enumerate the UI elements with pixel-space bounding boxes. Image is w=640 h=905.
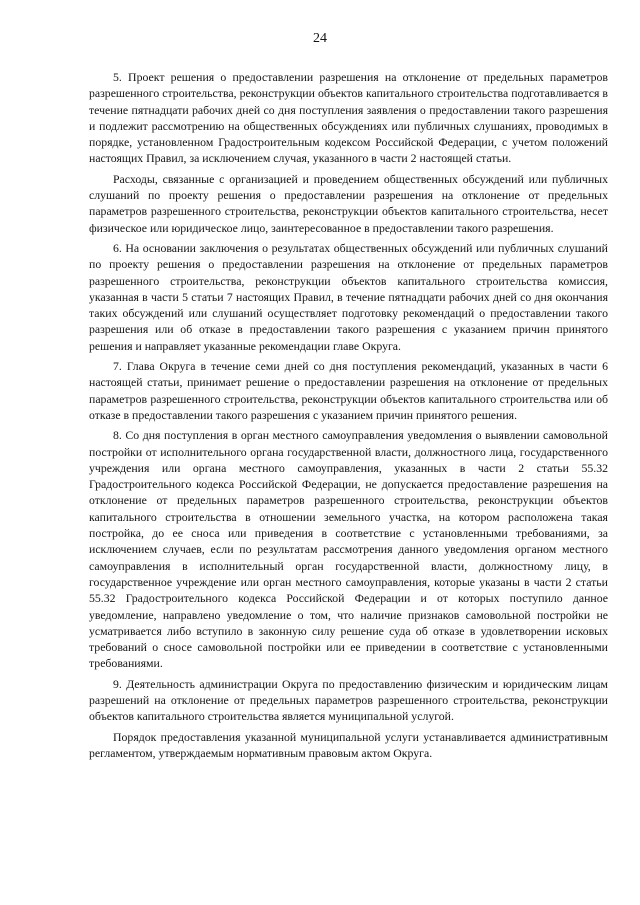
page-number: 24 [313,31,327,46]
paragraph-9: 9. Деятельность администрации Округа по предоставлению физическим и юридическим лицам разрешений на отклонение от предельных параметров разрешенного строительства, реконструкции объектов капитального строительства является муниципальной услугой. [89,676,608,724]
document-body [89,69,608,761]
paragraph-expenses: Расходы, связанные с организацией и проведением общественных обсуждений или публичных слушаний по проекту решения о предоставлении разрешения на отклонение от предельных параметров разрешенного строительства, реконструкции объектов капитального строительства, несет физическое или юридическое лицо, заинтересованное в предоставлении такого разрешения. [89,171,608,235]
paragraph-procedure: Порядок предоставления указанной муниципальной услуги устанавливается административным регламентом, утверждаемым нормативным правовым актом Округа. [89,729,608,760]
paragraph-5: 5. Проект решения о предоставлении разрешения на отклонение от предельных параметров разрешенного строительства, реконструкции объектов капитального строительства подготавливается в течение пятнадцати рабочих дней со дня поступления заявления о предоставлении такого разрешения и подлежит рассмотрению на общественных обсуждениях или публичных слушаниях, проводимых в порядке, установленном Градостроительным кодексом Российской Федерации, с учетом положений настоящих Правил, за исключением случая, указанного в части 2 настоящей статьи. [89,70,608,166]
paragraph-6: 6. На основании заключения о результатах общественных обсуждений или публичных слушаний по проекту решения о предоставлении разрешения на отклонение от предельных параметров разрешенного строительства, реконструкции объектов капитального строительства комиссия, указанная в части 5 статьи 7 настоящих Правил, в течение пятнадцати рабочих дней со дня окончания таких обсуждений или слушаний осуществляет подготовку рекомендаций о предоставлении такого разрешения или об отказе в предоставлении такого разрешения с указанием причин принятого решения и направляет указанные рекомендации главе Округа. [89,240,608,353]
paragraph-8: 8. Со дня поступления в орган местного самоуправления уведомления о выявлении самовольной постройки от исполнительного органа государственной власти, должностного лица, государственного учреждения или органа местного самоуправления, указанных в части 2 статьи 55.32 Градостроительного кодекса Российской Федерации, не допускается предоставление разрешения на отклонение от предельных параметров разрешенного строительства, реконструкции объектов капитального строительства в отношении земельного участка, на котором расположена такая постройка, до ее сноса или приведения в соответствие с установленными требованиями, за исключением случаев, если по результатам рассмотрения данного уведомления органом местного самоуправления в исполнительный орган государственной власти, должностному лицу, в государственное учреждение или орган местного самоуправления, которые указаны в части 2 статьи 55.32 Градостроительного кодекса Российской Федерации и от которых поступило данное уведомление, направлено уведомление о том, что наличие признаков самовольной постройки не усматривается либо вступило в законную силу решение суда об отказе в удовлетворении исковых требований о сносе самовольной постройки или ее приведении в соответствие с установленными требованиями. [89,428,608,671]
paragraph-7: 7. Глава Округа в течение семи дней со дня поступления рекомендаций, указанных в части 6 настоящей статьи, принимает решение о предоставлении разрешения на отклонение от предельных параметров разрешенного строительства, реконструкции объектов капитального строительства или об отказе в предоставлении такого разрешения с указанием причин принятого решения. [89,359,608,422]
